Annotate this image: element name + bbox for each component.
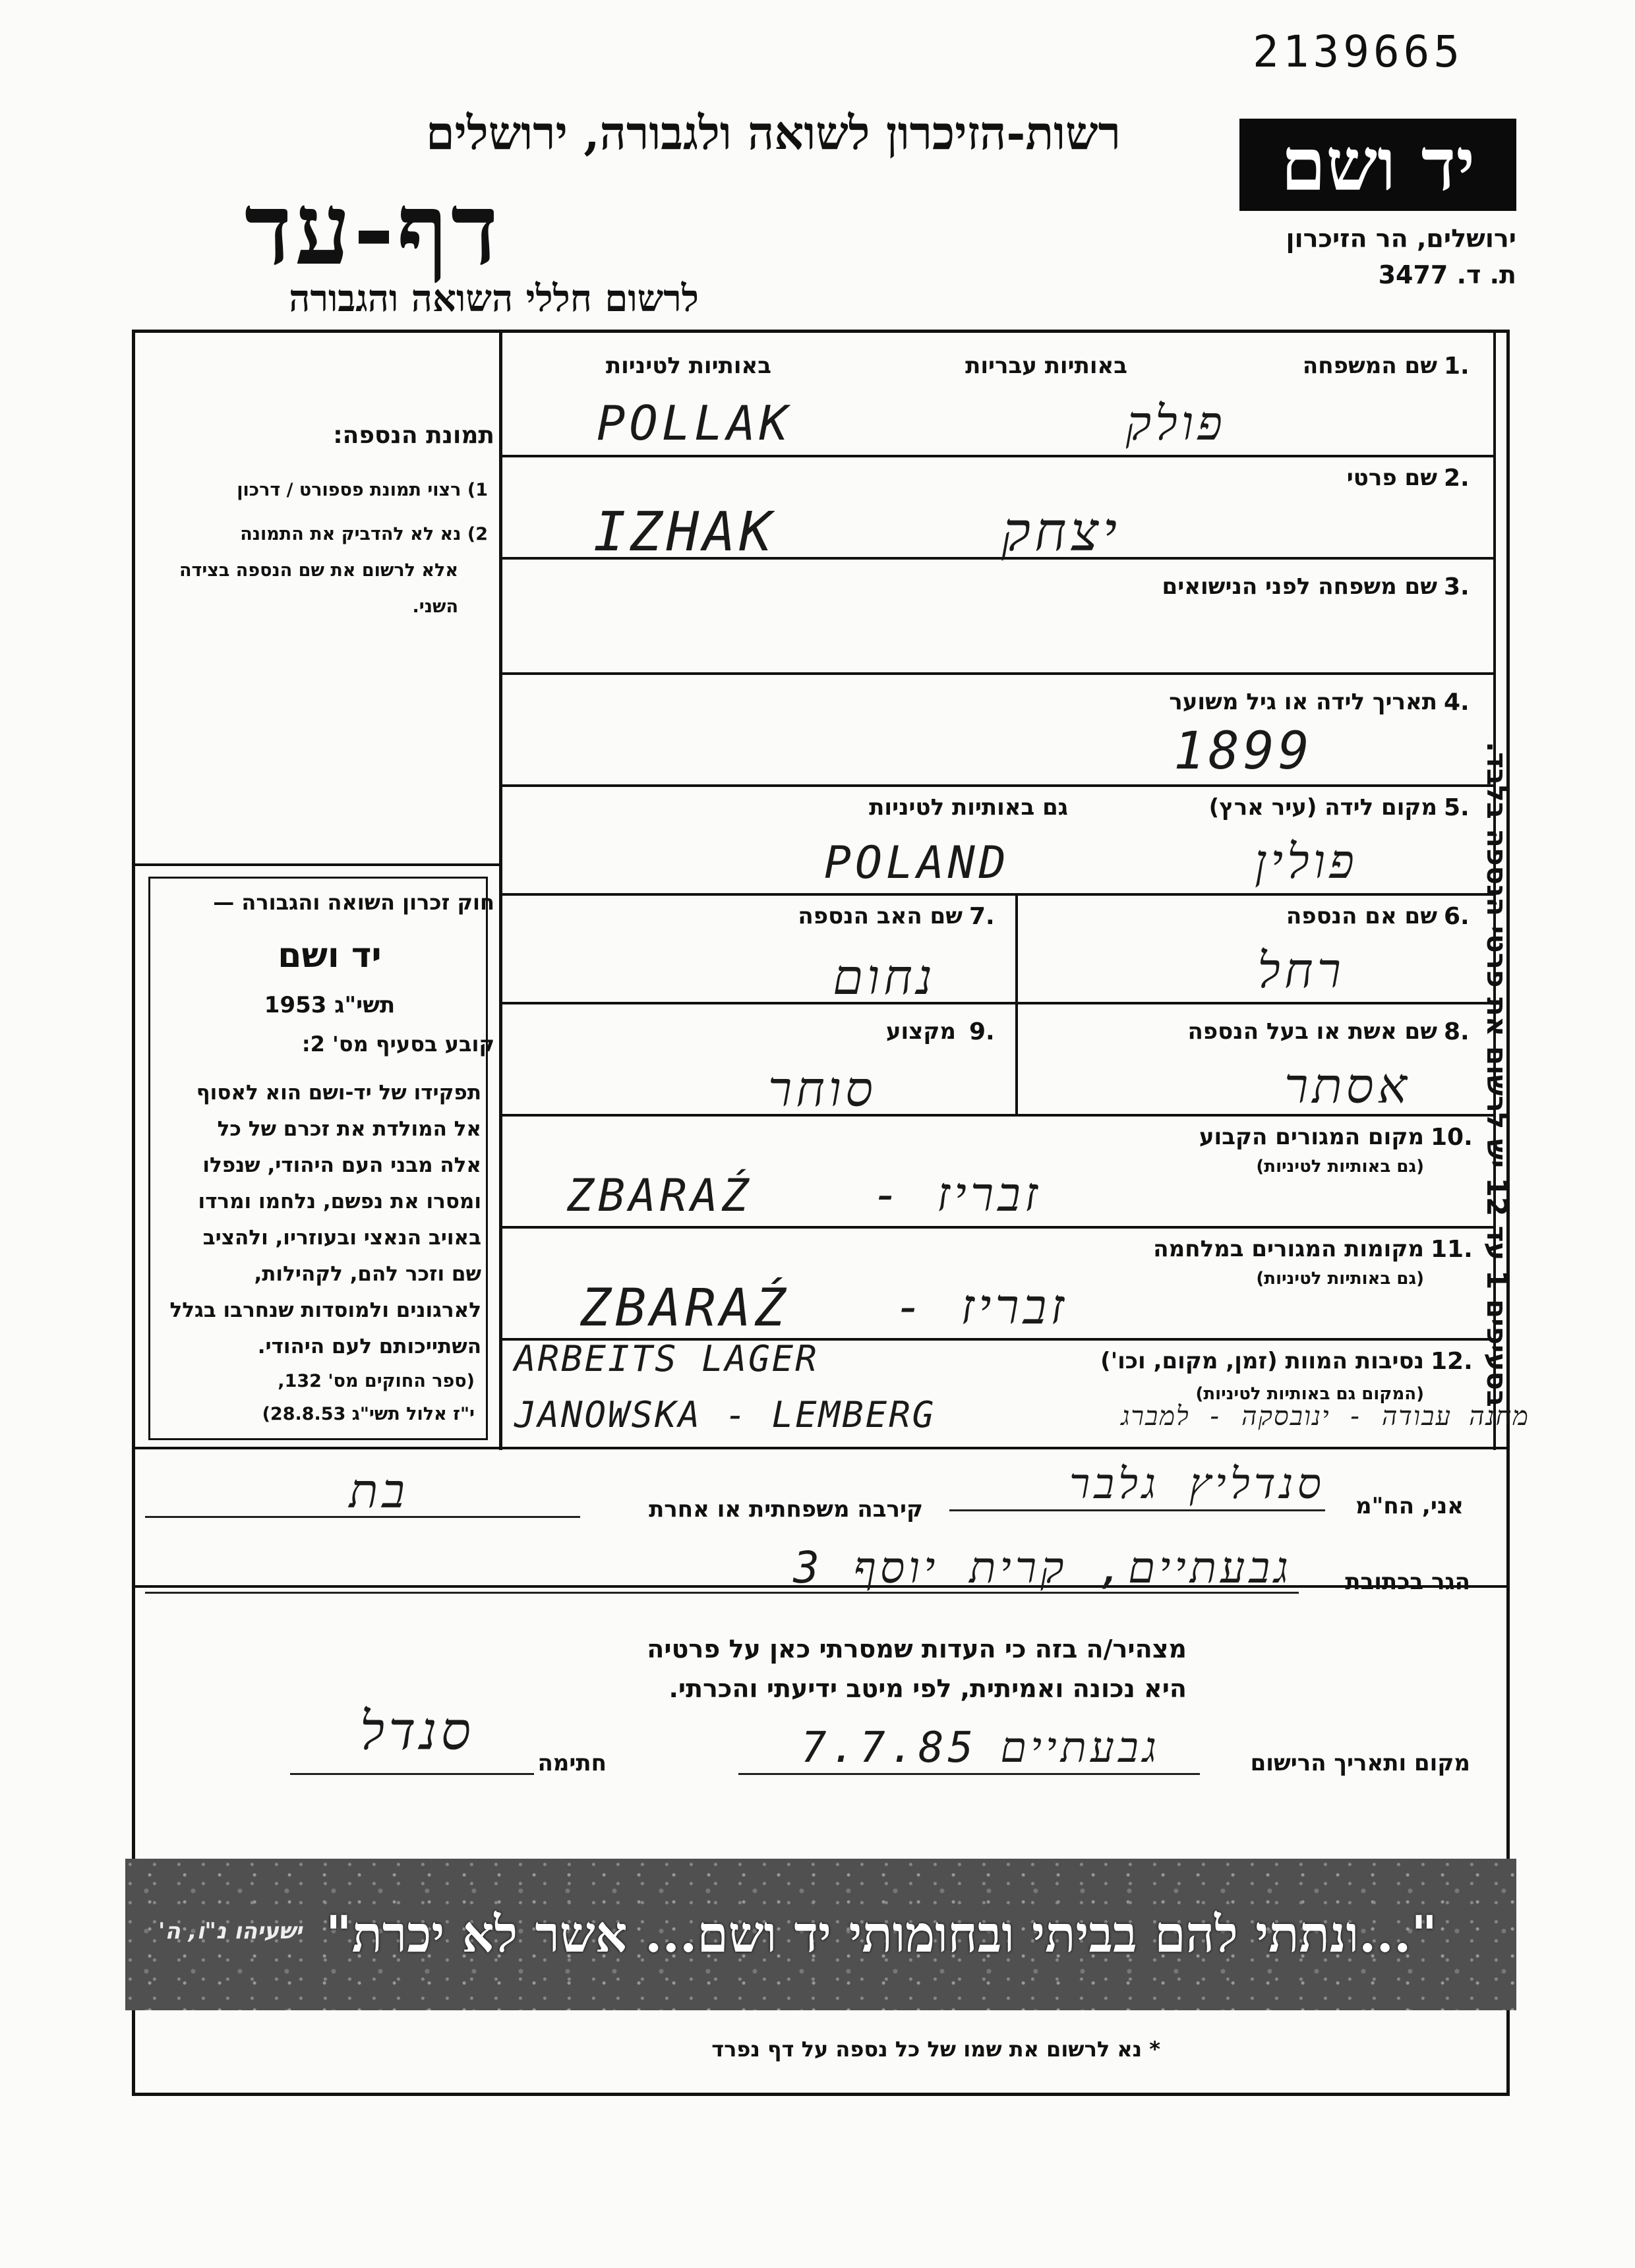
law-reference: (ספר החוקים מס' 132, xyxy=(278,1371,475,1391)
field-4-value[interactable]: 1899 xyxy=(1174,722,1313,781)
field-3-label: שם משפחה לפני הנישואים xyxy=(1162,573,1437,600)
field-10-label: מקום המגורים הקבוע xyxy=(1199,1124,1424,1150)
logo-address: ירושלים, הר הזיכרון xyxy=(1286,224,1516,253)
law-text-line: תפקידו של יד-ושם הוא לאסוף xyxy=(196,1081,481,1105)
law-text-line: אלה מבני העם היהודי, שנפלו xyxy=(202,1153,481,1177)
field-5-hebrew-value[interactable]: פולין xyxy=(1254,834,1358,889)
logo-text: יד ושם xyxy=(1280,122,1475,207)
field-1-hebrew-value[interactable]: פולק xyxy=(1125,395,1226,451)
address-label: הגר בכתובת xyxy=(1345,1569,1470,1595)
field-12-label: נסיבות המוות (זמן, מקום, וכו') xyxy=(1100,1348,1424,1374)
field-6-number: 6. xyxy=(1444,903,1470,930)
field-9-number: 9. xyxy=(969,1018,995,1045)
field-9-label: מקצוע xyxy=(885,1018,956,1045)
law-year: תשי"ג 1953 xyxy=(264,992,396,1018)
field-4-label: תאריך לידה או גיל משוער xyxy=(1169,689,1437,715)
footnote: * נא לרשום את שמו של כל נספה על דף נפרד xyxy=(711,2037,1160,2062)
split-divider xyxy=(1015,893,1018,1114)
signature-label: חתימה xyxy=(537,1750,607,1776)
photo-title: תמונת הנספה: xyxy=(333,422,494,449)
field-2-hebrew-value[interactable]: יצחק xyxy=(1001,501,1121,564)
law-text-line: השתייכותם לעם היהודי. xyxy=(257,1335,481,1358)
field-7-label: שם האב הנספה xyxy=(798,903,963,929)
declarant-line xyxy=(949,1509,1325,1511)
banner-reference: ישעיהו נ"ו, ה' xyxy=(158,1918,303,1944)
statement-line-2: היא נכונה ואמיתית, לפי מיטב ידיעתי והכרתי. xyxy=(669,1674,1187,1703)
row-line-10 xyxy=(132,1447,1510,1449)
field-2-label: שם פרטי xyxy=(1346,465,1437,491)
column-latin-label: באותיות לטיניות xyxy=(605,353,771,379)
declarant-value[interactable]: סנדליץ גלבר xyxy=(1069,1460,1325,1509)
field-11-sublabel: (גם באותיות לטיניות) xyxy=(1256,1269,1424,1289)
field-12-hebrew-value[interactable]: מחנה עבודה - ינובסקה - למברג xyxy=(1121,1401,1530,1432)
row-line-6 xyxy=(499,1002,1495,1004)
photo-note-1: 1) רצוי תמונת פספורט / דרכון xyxy=(237,480,488,500)
law-text-line: ומסרו את נפשם, נלחמו ומרדו xyxy=(198,1190,481,1213)
law-clause: קובע בסעיף מס' 2: xyxy=(301,1032,494,1057)
field-7-value[interactable]: נחום xyxy=(833,949,936,1006)
field-8-value[interactable]: אסתר xyxy=(1284,1058,1411,1115)
law-text-line: אל המולדת את זכרם של כל xyxy=(217,1117,481,1141)
photo-note-2-line3: השני. xyxy=(412,596,458,617)
field-11-hebrew-value[interactable]: זבריז - xyxy=(894,1279,1068,1335)
declarant-label: אני, הח"מ xyxy=(1355,1493,1464,1519)
yad-vashem-logo xyxy=(1239,119,1516,211)
field-12-number: 12. xyxy=(1431,1348,1473,1375)
field-8-label: שם אשת או בעל הנספה xyxy=(1187,1018,1437,1045)
row-line-1 xyxy=(499,455,1495,457)
relation-value[interactable]: בת xyxy=(349,1463,409,1519)
place-value[interactable]: גבעתיים xyxy=(1000,1724,1160,1772)
field-1-label: שם המשפחה xyxy=(1302,353,1437,379)
authority-title: רשות-הזיכרון לשואה ולגבורה, ירושלים xyxy=(425,105,1121,160)
field-1-number: 1. xyxy=(1444,353,1470,380)
field-8-number: 8. xyxy=(1444,1018,1470,1045)
date-value[interactable]: 7.7.85 xyxy=(801,1724,978,1772)
field-6-label: שם אם הנספה xyxy=(1286,903,1437,929)
law-text-line: שם וזכר להם, לקהילות, xyxy=(254,1262,481,1286)
law-reference-date: י"ז אלול תשי"ג 28.8.53) xyxy=(262,1404,475,1424)
relation-label: קירבה משפחתית או אחרת xyxy=(649,1496,923,1523)
law-name: יד ושם xyxy=(278,936,382,975)
photo-note-2: 2) נא לא להדביק את התמונה xyxy=(240,524,488,544)
address-value[interactable]: גבעתיים, קרית יוסף 3 xyxy=(793,1542,1292,1593)
field-12-sublabel: (המקום גם באותיות לטיניות) xyxy=(1195,1384,1424,1404)
field-11-latin-value[interactable]: ZBARAŹ xyxy=(580,1279,790,1338)
row-line-3 xyxy=(499,672,1495,675)
row-line-4 xyxy=(499,784,1495,787)
field-7-number: 7. xyxy=(969,903,995,930)
law-title: חוק זכרון השואה והגבורה — xyxy=(213,890,494,915)
field-10-hebrew-value[interactable]: זבריז - xyxy=(872,1167,1042,1222)
field-5-number: 5. xyxy=(1444,794,1470,821)
sidebar-separator xyxy=(132,863,501,866)
law-text-line: לארגונים ולמוסדות שנחרבו בגלל xyxy=(169,1298,481,1322)
field-10-number: 10. xyxy=(1431,1124,1473,1151)
field-11-number: 11. xyxy=(1431,1236,1473,1263)
field-4-number: 4. xyxy=(1444,689,1470,716)
field-12-value-line1[interactable]: ARBEITS LAGER xyxy=(514,1338,819,1380)
field-1-latin-value[interactable]: POLLAK xyxy=(597,395,792,451)
column-hebrew-label: באותיות עבריות xyxy=(965,353,1127,379)
field-9-value[interactable]: סוחר xyxy=(767,1061,877,1118)
photo-note-2-line2: אלא לרשום את שם הנספה בצידה xyxy=(179,560,458,581)
sidebar-divider xyxy=(499,330,502,1450)
field-10-latin-value[interactable]: ZBARAŹ xyxy=(567,1170,753,1222)
page-subtitle: לרשום חללי השואה והגבורה xyxy=(289,277,699,320)
field-2-latin-value[interactable]: IZHAK xyxy=(593,501,776,564)
statement-line-1: מצהיר/ה בזה כי העדות שמסרתי כאן על פרטיה xyxy=(647,1635,1187,1664)
field-12-value-line2[interactable]: JANOWSKA - LEMBERG xyxy=(514,1394,936,1436)
field-5-latin-label: גם באותיות לטיניות xyxy=(869,794,1068,821)
field-10-sublabel: (גם באותיות לטיניות) xyxy=(1256,1157,1424,1177)
law-text-line: באויב הנאצי ובעוזריו, ולהציב xyxy=(202,1226,481,1250)
field-5-label: מקום לידה (עיר ארץ) xyxy=(1208,794,1437,821)
page-title: דף-עד xyxy=(244,171,501,287)
place-date-label: מקום ותאריך הרישום xyxy=(1250,1750,1470,1776)
field-5-latin-value[interactable]: POLAND xyxy=(824,837,1010,889)
row-line-8 xyxy=(499,1226,1495,1229)
field-2-number: 2. xyxy=(1444,465,1470,492)
logo-pobox: ת. ד. 3477 xyxy=(1378,260,1516,289)
banner-quote: "...ונתתי להם בביתי ובחומותי יד ושם... אשר לא יכרת" xyxy=(325,1905,1437,1963)
signature-value[interactable]: סנדל xyxy=(359,1701,475,1762)
document-number: 2139665 xyxy=(1253,26,1464,77)
signature-line xyxy=(290,1773,534,1775)
field-6-value[interactable]: רחל xyxy=(1257,943,1345,999)
field-11-label: מקומות המגורים במלחמה xyxy=(1153,1236,1424,1262)
row-line-5 xyxy=(499,893,1495,896)
side-instruction: בסעיפים 1 עד 12 יש לרשום את פרטי הנספה בלבד. xyxy=(1481,741,1513,1407)
place-date-line xyxy=(738,1773,1200,1775)
field-3-number: 3. xyxy=(1444,573,1470,600)
